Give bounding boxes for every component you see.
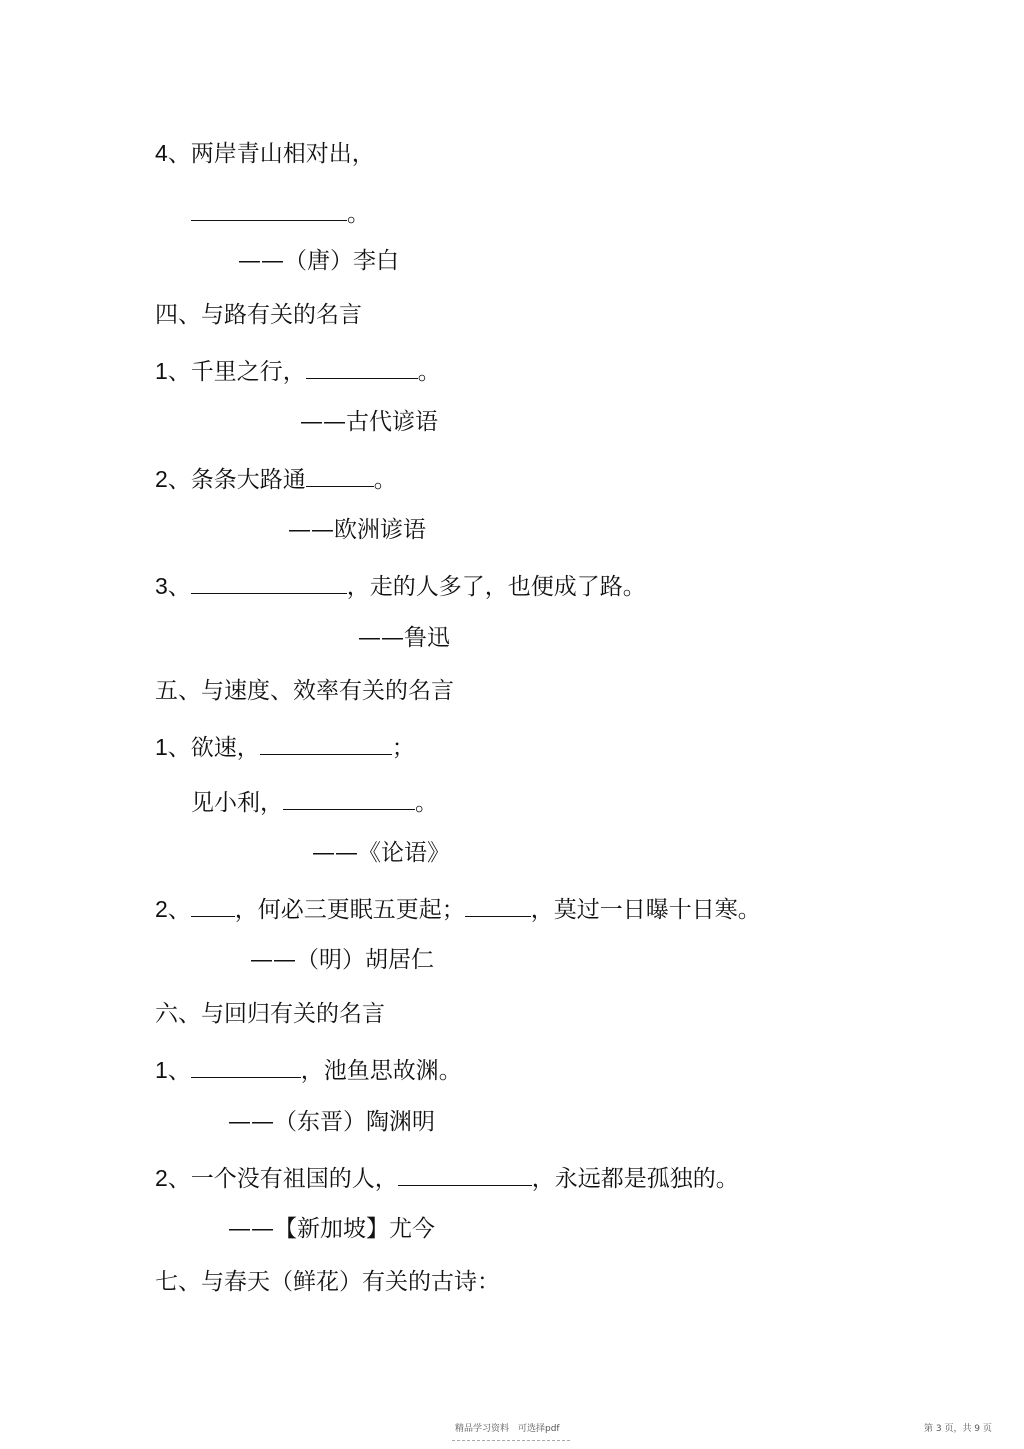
text-line <box>312 842 450 865</box>
text-line <box>300 411 438 434</box>
footer-divider <box>452 1440 570 1441</box>
item-number: 1 <box>155 734 168 760</box>
text-segment: ——【新加坡】尤今 <box>228 1216 435 1242</box>
text-segment: 六、与回归有关的名言 <box>155 1001 385 1027</box>
fill-in-blank <box>465 896 531 917</box>
item-number: 2 <box>155 466 168 492</box>
text-segment: ，莫过一日曝十日寒。 <box>530 897 761 923</box>
text-line <box>250 949 434 972</box>
text-line <box>155 896 761 922</box>
text-line <box>155 1057 462 1083</box>
text-segment: ——《论语》 <box>312 840 450 866</box>
text-line <box>228 1111 435 1134</box>
text-segment: 。 <box>415 790 438 816</box>
text-segment: 。 <box>417 359 441 385</box>
text-segment: 、一个没有祖国的人， <box>167 1166 398 1192</box>
text-segment: ，何必三更眠五更起； <box>234 897 465 923</box>
item-number: 3 <box>155 573 168 599</box>
text-line <box>228 1218 435 1241</box>
text-line <box>155 573 646 599</box>
text-segment: 。 <box>373 467 397 493</box>
fill-in-blank <box>191 573 347 594</box>
text-line <box>155 734 415 760</box>
text-segment: 见小利， <box>191 790 283 816</box>
text-line <box>358 627 450 650</box>
text-segment: 、欲速， <box>167 735 260 761</box>
text-segment: 。 <box>347 201 370 227</box>
text-segment: 、 <box>167 897 191 923</box>
text-segment: ，走的人多了，也便成了路。 <box>346 574 646 600</box>
fill-in-blank <box>283 789 415 810</box>
text-segment: 七、与春天（鲜花）有关的古诗： <box>155 1269 500 1295</box>
text-line <box>238 250 399 273</box>
fill-in-blank <box>191 896 235 917</box>
text-segment: ——欧洲谚语 <box>288 517 426 543</box>
fill-in-blank <box>191 200 347 221</box>
text-segment: ——（东晋）陶渊明 <box>228 1109 435 1135</box>
text-segment: ； <box>391 735 415 761</box>
fill-in-blank <box>306 358 418 379</box>
text-segment: 五、与速度、效率有关的名言 <box>155 678 454 704</box>
item-number: 4 <box>155 140 168 166</box>
text-segment: ，永远都是孤独的。 <box>531 1166 739 1192</box>
text-line <box>155 358 441 384</box>
footer-left-text: 精品学习资料 可选择pdf <box>455 1424 560 1434</box>
text-segment: ——古代谚语 <box>300 409 438 435</box>
item-number: 1 <box>155 1057 168 1083</box>
text-line <box>191 789 438 815</box>
text-line <box>288 519 426 542</box>
text-line <box>155 1271 500 1294</box>
text-line <box>191 200 370 226</box>
fill-in-blank <box>398 1165 532 1186</box>
text-line <box>155 142 375 166</box>
item-number: 2 <box>155 896 168 922</box>
text-segment: ——（唐）李白 <box>238 248 399 274</box>
text-line <box>155 1165 739 1191</box>
text-segment: 、条条大路通 <box>167 467 306 493</box>
text-segment: 四、与路有关的名言 <box>155 302 362 328</box>
footer-page-number: 第 3 页，共 9 页 <box>924 1424 992 1434</box>
text-segment: 、 <box>167 574 191 600</box>
fill-in-blank <box>191 1057 301 1078</box>
text-line <box>155 680 454 703</box>
fill-in-blank <box>306 466 374 487</box>
text-segment: 、 <box>167 1058 191 1084</box>
text-line <box>155 304 362 327</box>
text-line <box>155 466 397 492</box>
text-segment: ——（明）胡居仁 <box>250 947 434 973</box>
fill-in-blank <box>260 734 392 755</box>
item-number: 1 <box>155 358 168 384</box>
text-segment: ——鲁迅 <box>358 625 450 651</box>
text-segment: ，池鱼思故渊。 <box>300 1058 462 1084</box>
text-segment: 、两岸青山相对出， <box>167 141 375 167</box>
item-number: 2 <box>155 1165 168 1191</box>
text-segment: 、千里之行， <box>167 359 306 385</box>
text-line <box>155 1003 385 1026</box>
